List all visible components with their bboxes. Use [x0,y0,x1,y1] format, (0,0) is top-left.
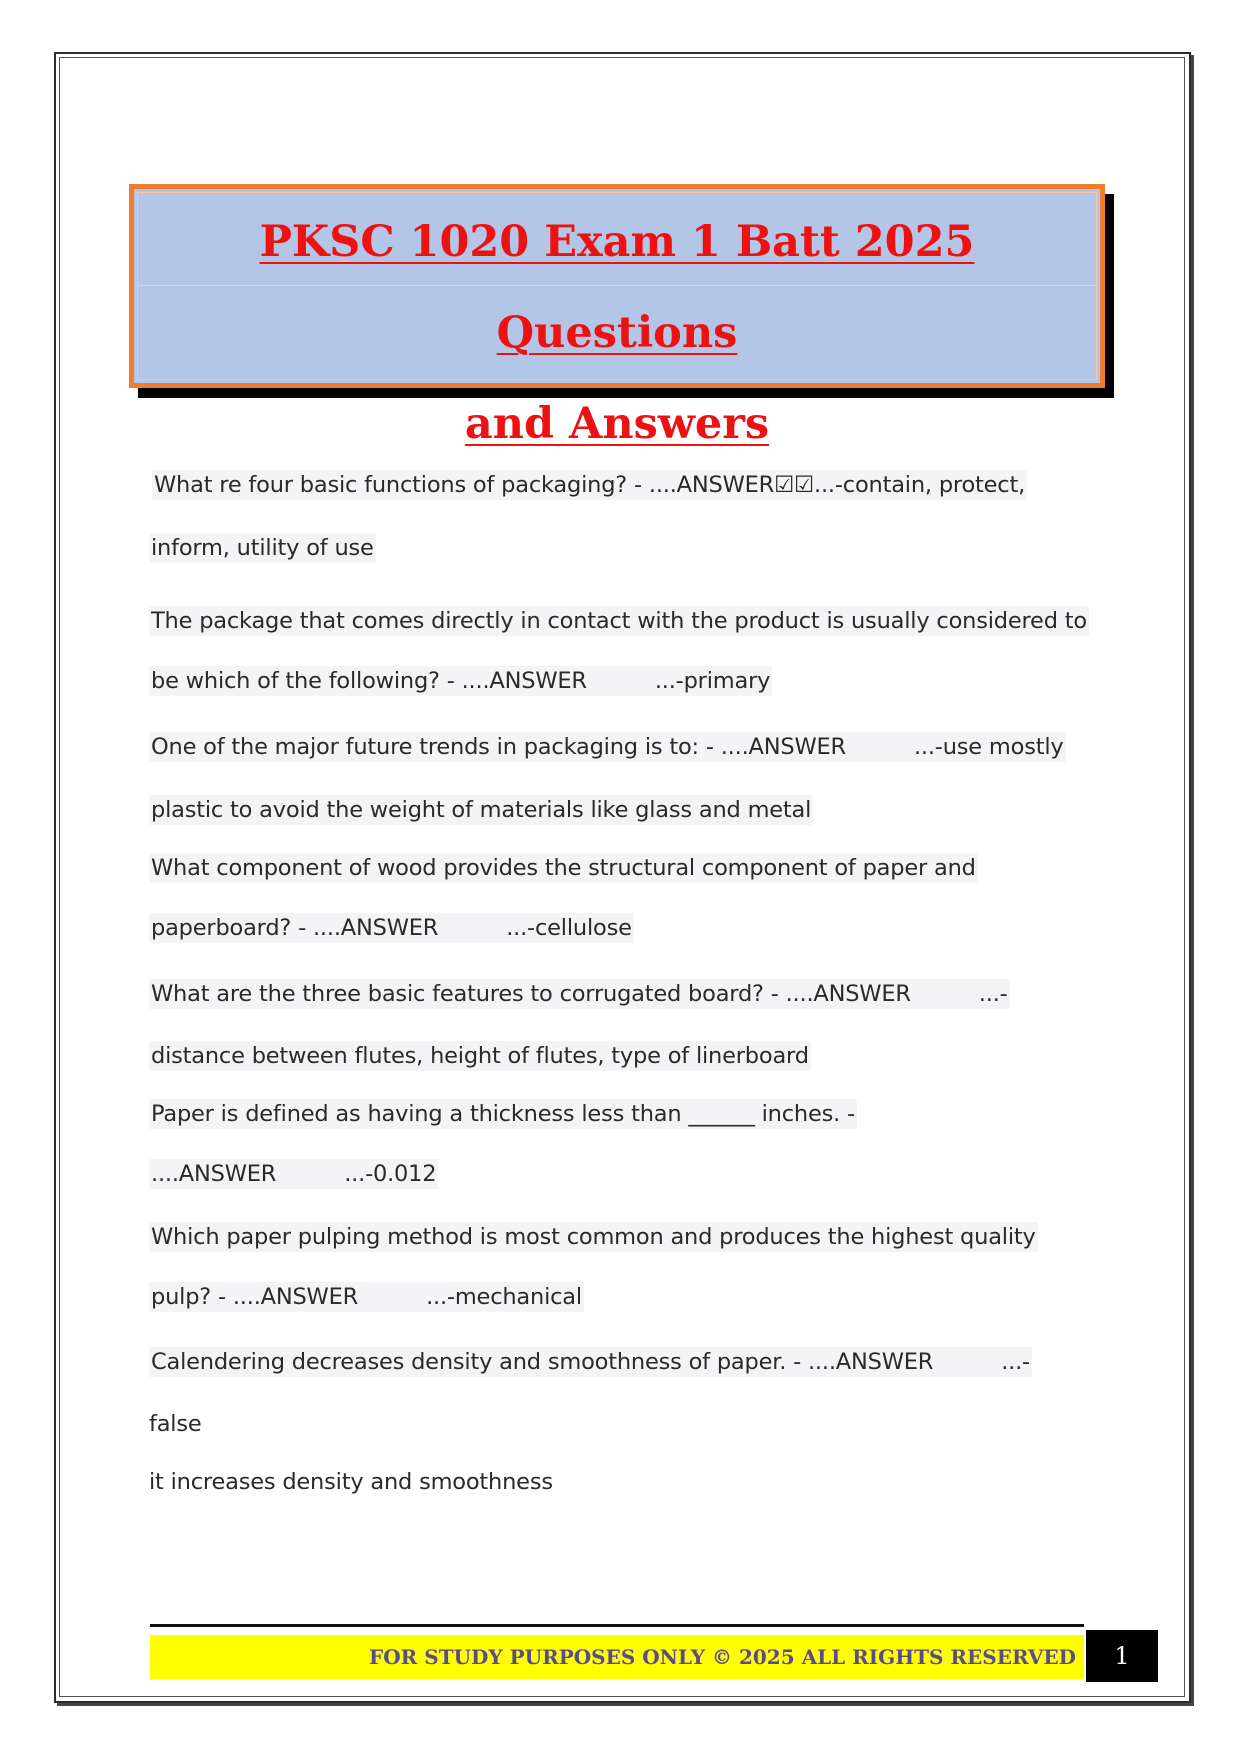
question-text: One of the major future trends in packaging is to: - ....ANSWER [151,734,846,760]
answer-text: ...-primary [654,668,771,694]
question-text: The package that comes directly in contact with the product is usually considered to [151,608,1087,634]
answer-text: ...-cellulose [506,915,632,941]
question-text: be which of the following? - ....ANSWER [151,668,587,694]
answer-text: false [149,1411,202,1437]
answer-text: inform, utility of use [151,535,374,561]
answer-text: ...- [1001,1349,1030,1375]
answer-text: ...-mechanical [426,1284,582,1310]
answer-text: distance between flutes, height of flutes, type of linerboard [151,1043,809,1069]
answer-text: plastic to avoid the weight of materials like glass and metal [151,797,812,823]
document-title [134,197,1100,470]
question-text: What component of wood provides the structural component of paper and [151,855,976,881]
footer-divider [150,1624,1084,1627]
question-text: What are the three basic features to corrugated board? - ....ANSWER [151,981,911,1007]
question-text: pulp? - ....ANSWER [151,1284,359,1310]
answer-text: ...- [978,981,1008,1007]
question-text: What re four basic functions of packaging? - ....ANSWER☑☑...-contain, protect, [154,472,1026,498]
footer-banner [150,1635,1084,1679]
answer-text: ...-0.012 [344,1161,437,1187]
title-line-2: and Answers [464,399,770,449]
footer-text: FOR STUDY PURPOSES ONLY © 2025 ALL RIGHTS RESERVED [369,1645,1076,1669]
title-box [129,184,1105,449]
answer-text: ...-use mostly [913,734,1064,760]
page-number: 1 [1086,1630,1158,1682]
question-text: ....ANSWER [151,1161,277,1187]
question-text: Which paper pulping method is most common and produces the highest quality [151,1224,1036,1250]
question-text: Calendering decreases density and smoothness of paper. - ....ANSWER [151,1349,934,1375]
title-line-1: PKSC 1020 Exam 1 Batt 2025 Questions [259,217,975,358]
question-text: Paper is defined as having a thickness less than ______ inches. - [151,1101,855,1127]
question-text: paperboard? - ....ANSWER [151,915,439,941]
answer-note: it increases density and smoothness [149,1469,553,1495]
